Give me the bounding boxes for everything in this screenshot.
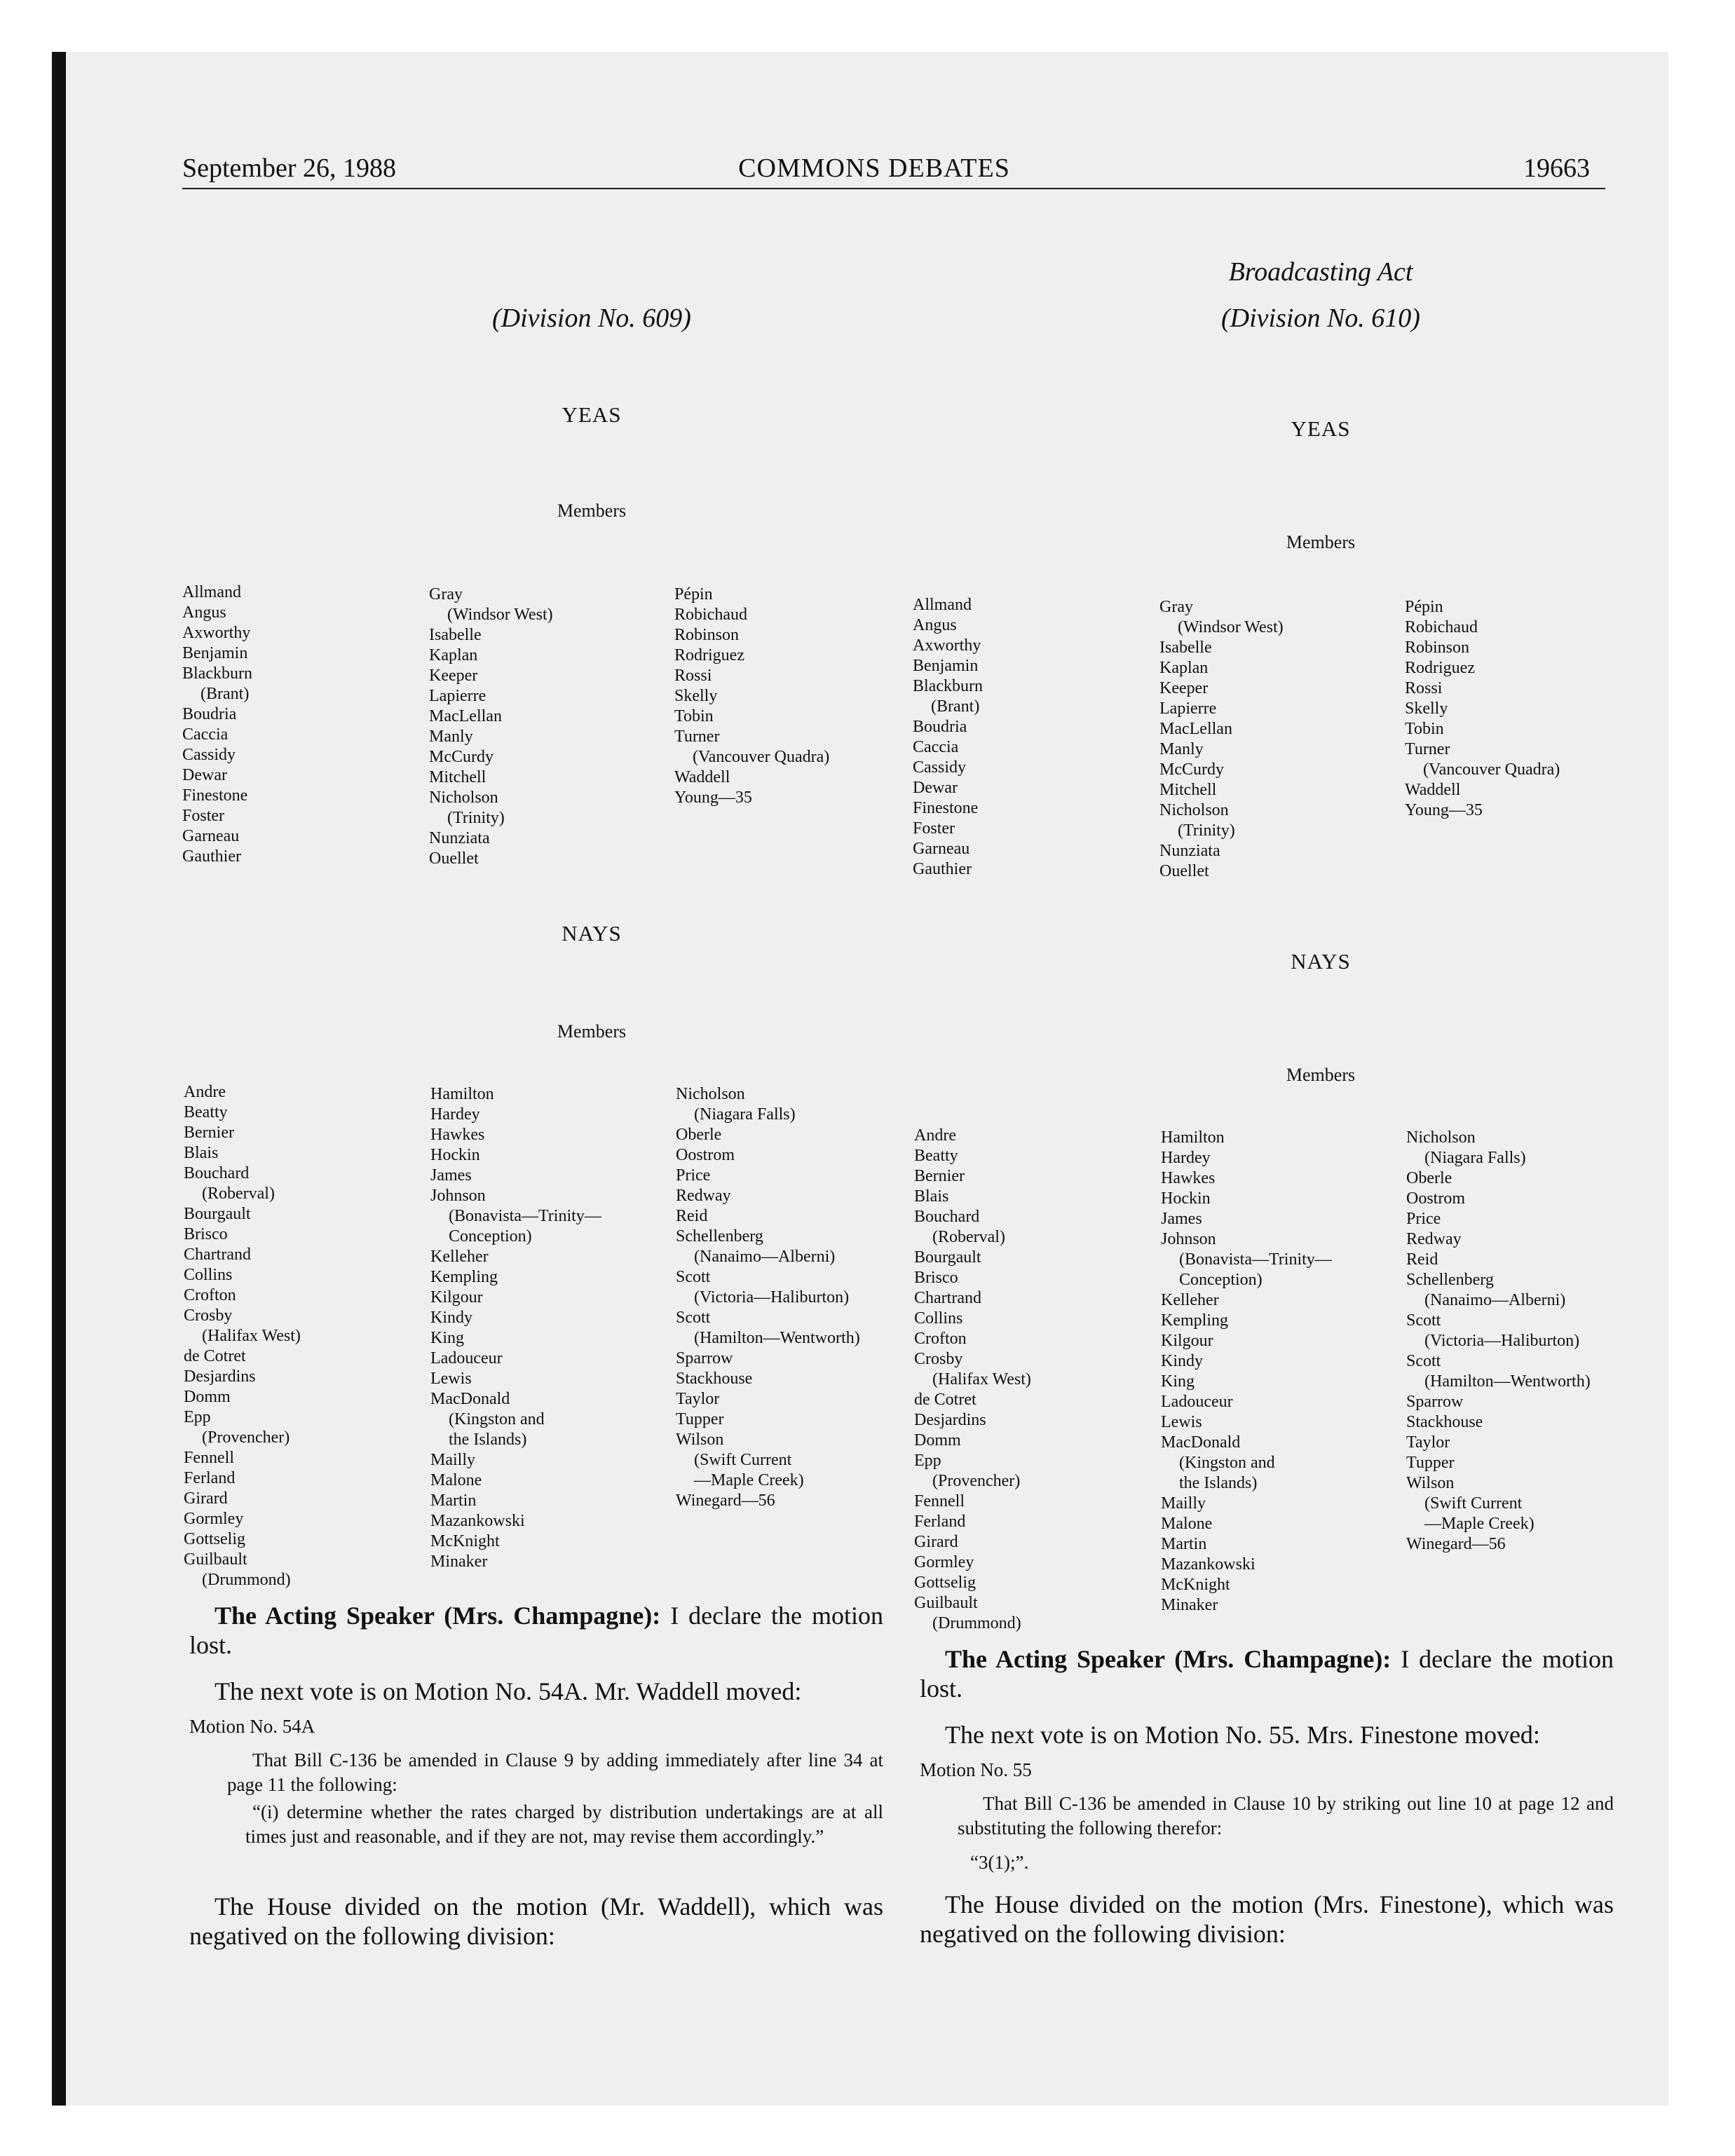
left-nays-col-2	[430, 1084, 601, 1572]
member-name: Ouellet	[1159, 862, 1209, 880]
member-name: Young—35	[674, 789, 752, 807]
right-speaker-text: I declare the motion lost.	[920, 1645, 1614, 1703]
member-name: Sparrow	[676, 1349, 733, 1367]
member-name: Skelly	[1405, 700, 1448, 718]
left-yeas-heading: YEAS	[562, 402, 622, 427]
member-name: Allmand	[182, 583, 241, 601]
member-name: Allmand	[913, 596, 972, 614]
member-name: Fennell	[184, 1449, 234, 1467]
member-name: Scott	[1406, 1352, 1441, 1370]
header-page-number: 19663	[1523, 153, 1590, 183]
member-name: Crofton	[184, 1286, 236, 1304]
member-name: Boudria	[913, 718, 967, 736]
member-name: Tupper	[676, 1410, 724, 1428]
left-motion-text: That Bill C-136 be amended in Clause 9 by adding immediately after line 34 at page 11 the following:	[227, 1749, 883, 1795]
member-name: Rossi	[1405, 679, 1443, 697]
member-name: Nicholson	[676, 1085, 745, 1103]
member-name: Ferland	[184, 1469, 236, 1487]
member-name: Blais	[184, 1144, 219, 1162]
member-name: the Islands)	[1179, 1474, 1258, 1492]
member-name: Mazankowski	[430, 1512, 525, 1530]
left-next-vote: The next vote is on Motion No. 54A. Mr. Waddell moved:	[215, 1677, 802, 1705]
member-name: (Roberval)	[202, 1185, 275, 1203]
member-name: (Windsor West)	[447, 606, 553, 624]
member-name: Brisco	[184, 1225, 228, 1243]
member-name: (Victoria—Haliburton)	[694, 1288, 850, 1306]
member-name: Waddell	[674, 768, 730, 786]
member-name: James	[1161, 1210, 1202, 1228]
member-name: Ferland	[914, 1513, 966, 1531]
right-yeas-heading: YEAS	[1291, 416, 1351, 441]
member-name: Rodriguez	[1405, 659, 1475, 677]
member-name: McKnight	[430, 1532, 500, 1550]
left-motion-quote: “(i) determine whether the rates charged by distribution undertakings are at all times just and reasonable, and if they are not, may revise them accordingly.”	[245, 1801, 883, 1847]
left-division-title: (Division No. 609)	[492, 303, 691, 333]
member-name: MacLellan	[429, 707, 502, 725]
member-name: the Islands)	[449, 1431, 527, 1449]
member-name: Tupper	[1406, 1454, 1455, 1472]
member-name: Oostrom	[676, 1146, 735, 1164]
left-divided-paragraph: The House divided on the motion (Mr. Waddell), which was negatived on the following division:	[189, 1892, 883, 1950]
member-name: Gauthier	[913, 860, 972, 878]
member-name: Benjamin	[182, 644, 248, 662]
member-name: Malone	[1161, 1515, 1213, 1533]
member-name: Desjardins	[914, 1411, 986, 1429]
member-name: Waddell	[1405, 781, 1461, 799]
member-name: (Provencher)	[202, 1428, 290, 1447]
member-name: Beatty	[914, 1147, 958, 1165]
member-name: Hamilton	[1161, 1128, 1225, 1147]
member-name: Winegard—56	[1406, 1535, 1506, 1553]
member-name: Kaplan	[1159, 659, 1209, 677]
left-speaker-paragraph	[189, 1601, 883, 1660]
left-yeas-col-1	[182, 582, 252, 867]
member-name: Axworthy	[182, 624, 251, 642]
member-name: Beatty	[184, 1103, 228, 1121]
member-name: Hockin	[1161, 1189, 1211, 1208]
member-name: Angus	[913, 616, 957, 634]
member-name: Minaker	[1161, 1596, 1218, 1614]
member-name: Robichaud	[1405, 618, 1478, 636]
member-name: Isabelle	[1159, 639, 1212, 657]
member-name: Lewis	[1161, 1413, 1202, 1431]
member-name: —Maple Creek)	[694, 1471, 804, 1489]
member-name: McKnight	[1161, 1576, 1230, 1594]
member-name: Reid	[1406, 1250, 1438, 1269]
member-name: (Swift Current	[694, 1451, 792, 1469]
right-yeas-col-1	[913, 595, 983, 880]
member-name: Andre	[914, 1126, 956, 1145]
member-name: Kindy	[430, 1309, 472, 1327]
member-name: Wilson	[676, 1431, 724, 1449]
member-name: (Drummond)	[202, 1571, 291, 1589]
right-motion-text: That Bill C-136 be amended in Clause 10 by striking out line 10 at page 12 and substituting the following therefor:	[958, 1793, 1614, 1838]
member-name: (Hamilton—Wentworth)	[1424, 1372, 1591, 1391]
member-name: (Swift Current	[1424, 1494, 1523, 1513]
member-name: Foster	[182, 807, 224, 825]
left-yeas-col-2	[429, 585, 553, 869]
member-name: (Nanaimo—Alberni)	[694, 1248, 836, 1266]
member-name: MacLellan	[1159, 720, 1232, 738]
right-nays-col-3	[1406, 1128, 1591, 1555]
member-name: Guilbault	[184, 1550, 247, 1569]
member-name: Dewar	[913, 779, 958, 797]
left-motion-label: Motion No. 54A	[189, 1716, 315, 1737]
member-name: Johnson	[430, 1187, 486, 1205]
member-name: Lapierre	[1159, 700, 1217, 718]
member-name: Rossi	[674, 667, 712, 685]
member-name: Johnson	[1161, 1230, 1216, 1248]
member-name: Gormley	[184, 1510, 244, 1528]
member-name: Scott	[676, 1268, 711, 1286]
member-name: Bourgault	[184, 1205, 251, 1223]
member-name: de Cotret	[914, 1391, 977, 1409]
member-name: Crofton	[914, 1330, 967, 1348]
member-name: Tobin	[674, 707, 714, 725]
member-name: Kilgour	[430, 1288, 483, 1306]
left-nays-heading: NAYS	[562, 921, 622, 946]
member-name: Dewar	[182, 766, 227, 784]
member-name: Reid	[676, 1207, 708, 1225]
left-yeas-members: Members	[557, 500, 627, 521]
member-name: MacDonald	[1161, 1433, 1241, 1452]
member-name: Wilson	[1406, 1474, 1455, 1492]
member-name: (Brant)	[200, 685, 250, 703]
member-name: Hardey	[1161, 1149, 1211, 1167]
member-name: Crosby	[914, 1350, 963, 1368]
member-name: Kilgour	[1161, 1332, 1213, 1350]
member-name: (Trinity)	[447, 809, 505, 827]
member-name: Malone	[430, 1471, 482, 1489]
member-name: Cassidy	[913, 758, 967, 777]
member-name: Conception)	[449, 1227, 532, 1246]
member-name: Minaker	[430, 1553, 488, 1571]
member-name: Mitchell	[429, 768, 487, 786]
member-name: Gauthier	[182, 847, 241, 866]
member-name: Scott	[1406, 1311, 1441, 1330]
member-name: Caccia	[182, 725, 229, 744]
right-nays-col-1	[914, 1126, 1031, 1634]
member-name: Finestone	[913, 799, 979, 817]
member-name: (Halifax West)	[932, 1370, 1031, 1389]
member-name: Chartrand	[184, 1246, 251, 1264]
member-name: Epp	[184, 1408, 211, 1426]
member-name: Domm	[184, 1388, 231, 1406]
member-name: Kaplan	[429, 646, 478, 664]
member-name: (Drummond)	[932, 1614, 1021, 1632]
member-name: Ladouceur	[1161, 1393, 1233, 1411]
right-speaker-name: The Acting Speaker (Mrs. Champagne):	[945, 1645, 1392, 1673]
member-name: Price	[676, 1166, 711, 1185]
member-name: Blais	[914, 1187, 949, 1206]
member-name: Epp	[914, 1452, 941, 1470]
right-division-title: (Division No. 610)	[1221, 303, 1420, 333]
member-name: Gormley	[914, 1553, 974, 1571]
member-name: Schellenberg	[676, 1227, 763, 1246]
right-yeas-col-2	[1159, 597, 1284, 882]
member-name: Manly	[1159, 740, 1204, 758]
member-name: Oberle	[1406, 1169, 1452, 1187]
member-name: Gottselig	[914, 1574, 976, 1592]
member-name: Robichaud	[674, 606, 747, 624]
left-yeas-col-3	[674, 585, 829, 808]
member-name: Nicholson	[429, 789, 498, 807]
member-name: Mitchell	[1159, 781, 1217, 799]
member-name: (Kingston and	[1179, 1454, 1275, 1472]
right-nays-heading: NAYS	[1291, 949, 1351, 974]
member-name: James	[430, 1166, 472, 1185]
member-name: Keeper	[429, 667, 478, 685]
member-name: Crosby	[184, 1306, 233, 1325]
member-name: de Cotret	[184, 1347, 246, 1365]
member-name: (Trinity)	[1178, 821, 1235, 840]
member-name: (Brant)	[931, 697, 980, 716]
member-name: Lapierre	[429, 687, 487, 705]
member-name: Oostrom	[1406, 1189, 1465, 1208]
header-title: COMMONS DEBATES	[738, 153, 1010, 183]
member-name: Andre	[184, 1083, 226, 1101]
member-name: Martin	[1161, 1535, 1207, 1553]
member-name: Martin	[430, 1492, 477, 1510]
member-name: Ladouceur	[430, 1349, 503, 1367]
member-name: Hawkes	[1161, 1169, 1216, 1187]
right-nays-col-2	[1161, 1128, 1332, 1616]
member-name: Young—35	[1405, 801, 1483, 819]
member-name: —Maple Creek)	[1424, 1515, 1535, 1533]
member-name: Garneau	[913, 840, 970, 858]
member-name: Pépin	[674, 585, 713, 603]
member-name: Scott	[676, 1309, 711, 1327]
member-name: Collins	[184, 1266, 233, 1284]
member-name: Gottselig	[184, 1530, 245, 1548]
member-name: Girard	[184, 1489, 228, 1508]
member-name: Desjardins	[184, 1367, 256, 1386]
left-speaker-text: I declare the motion lost.	[189, 1602, 883, 1659]
member-name: Hardey	[430, 1105, 480, 1124]
right-next-vote: The next vote is on Motion No. 55. Mrs. Finestone moved:	[945, 1721, 1540, 1749]
member-name: Isabelle	[429, 626, 482, 644]
member-name: (Bonavista—Trinity—	[449, 1207, 601, 1225]
member-name: McCurdy	[429, 748, 494, 766]
member-name: Nunziata	[429, 829, 490, 847]
member-name: Bernier	[914, 1167, 965, 1185]
member-name: (Halifax West)	[202, 1327, 301, 1345]
member-name: Bernier	[184, 1124, 234, 1142]
left-speaker-name: The Acting Speaker (Mrs. Champagne):	[215, 1602, 661, 1630]
member-name: (Provencher)	[932, 1472, 1021, 1490]
member-name: Fennell	[914, 1492, 965, 1510]
member-name: Robinson	[674, 626, 740, 644]
member-name: King	[430, 1329, 464, 1347]
member-name: Kelleher	[1161, 1291, 1219, 1309]
member-name: Nunziata	[1159, 842, 1220, 860]
member-name: Brisco	[914, 1269, 958, 1287]
member-name: Gray	[1159, 598, 1193, 616]
member-name: Kempling	[430, 1268, 498, 1286]
member-name: Hamilton	[430, 1085, 494, 1103]
member-name: Robinson	[1405, 639, 1470, 657]
member-name: Winegard—56	[676, 1492, 775, 1510]
member-name: Ouellet	[429, 850, 479, 868]
page	[52, 52, 1668, 2106]
member-name: Benjamin	[913, 657, 979, 675]
member-name: Angus	[182, 603, 226, 622]
header-date: September 26, 1988	[182, 153, 397, 183]
member-name: Bouchard	[184, 1164, 250, 1182]
member-name: Pépin	[1405, 598, 1443, 616]
member-name: Turner	[1405, 740, 1450, 758]
member-name: (Vancouver Quadra)	[693, 748, 830, 766]
right-divided-paragraph: The House divided on the motion (Mrs. Finestone), which was negatived on the following division:	[920, 1890, 1614, 1948]
right-motion-quote: “3(1);”.	[970, 1852, 1029, 1873]
right-motion-label: Motion No. 55	[920, 1759, 1032, 1780]
member-name: King	[1161, 1372, 1195, 1391]
member-name: Foster	[913, 819, 955, 838]
member-name: Conception)	[1179, 1271, 1263, 1289]
member-name: Oberle	[676, 1126, 722, 1144]
member-name: (Niagara Falls)	[694, 1105, 796, 1124]
member-name: (Kingston and	[449, 1410, 545, 1428]
member-name: McCurdy	[1159, 760, 1224, 779]
member-name: Cassidy	[182, 746, 236, 764]
left-nays-col-1	[184, 1082, 301, 1590]
member-name: Domm	[914, 1431, 961, 1449]
member-name: (Vancouver Quadra)	[1423, 760, 1560, 779]
member-name: Schellenberg	[1406, 1271, 1494, 1289]
member-name: (Windsor West)	[1178, 618, 1284, 636]
member-name: Sparrow	[1406, 1393, 1464, 1411]
member-name: Redway	[676, 1187, 731, 1205]
left-nays-members: Members	[557, 1021, 627, 1042]
member-name: Boudria	[182, 705, 237, 723]
member-name: Nicholson	[1159, 801, 1229, 819]
member-name: Lewis	[430, 1370, 472, 1388]
left-nays-col-3	[676, 1084, 860, 1511]
member-name: Rodriguez	[674, 646, 744, 664]
member-name: Kelleher	[430, 1248, 489, 1266]
member-name: Finestone	[182, 786, 248, 805]
member-name: Blackburn	[913, 677, 983, 695]
member-name: (Roberval)	[932, 1228, 1005, 1246]
member-name: Mailly	[430, 1451, 475, 1469]
member-name: (Victoria—Haliburton)	[1424, 1332, 1580, 1350]
right-yeas-col-3	[1405, 597, 1560, 821]
member-name: Axworthy	[913, 636, 981, 655]
member-name: Manly	[429, 728, 473, 746]
member-name: Caccia	[913, 738, 959, 756]
member-name: Chartrand	[914, 1289, 981, 1307]
member-name: Taylor	[676, 1390, 720, 1408]
member-name: Mailly	[1161, 1494, 1206, 1513]
member-name: Stackhouse	[676, 1370, 753, 1388]
member-name: Bouchard	[914, 1208, 980, 1226]
member-name: Garneau	[182, 827, 240, 845]
right-nays-members: Members	[1286, 1065, 1356, 1085]
member-name: Kindy	[1161, 1352, 1203, 1370]
member-name: Gray	[429, 585, 463, 603]
member-name: (Hamilton—Wentworth)	[694, 1329, 860, 1347]
member-name: Price	[1406, 1210, 1441, 1228]
member-name: (Nanaimo—Alberni)	[1424, 1291, 1566, 1309]
member-name: Girard	[914, 1533, 958, 1551]
member-name: Nicholson	[1406, 1128, 1476, 1147]
member-name: Bourgault	[914, 1248, 981, 1267]
member-name: Stackhouse	[1406, 1413, 1483, 1431]
member-name: (Bonavista—Trinity—	[1179, 1250, 1332, 1269]
member-name: Collins	[914, 1309, 963, 1328]
member-name: Blackburn	[182, 664, 252, 683]
member-name: Redway	[1406, 1230, 1462, 1248]
member-name: Turner	[674, 728, 720, 746]
right-yeas-members: Members	[1286, 532, 1356, 552]
member-name: Kempling	[1161, 1311, 1228, 1330]
member-name: Guilbault	[914, 1594, 978, 1612]
member-name: Taylor	[1406, 1433, 1450, 1452]
member-name: (Niagara Falls)	[1424, 1149, 1526, 1167]
right-speaker-paragraph	[920, 1644, 1614, 1703]
member-name: Tobin	[1405, 720, 1444, 738]
member-name: Hawkes	[430, 1126, 485, 1144]
member-name: Keeper	[1159, 679, 1209, 697]
header-rule	[182, 188, 1605, 189]
member-name: Mazankowski	[1161, 1555, 1256, 1574]
member-name: Hockin	[430, 1146, 480, 1164]
member-name: Skelly	[674, 687, 718, 705]
right-section-title: Broadcasting Act	[1228, 257, 1413, 287]
member-name: MacDonald	[430, 1390, 510, 1408]
